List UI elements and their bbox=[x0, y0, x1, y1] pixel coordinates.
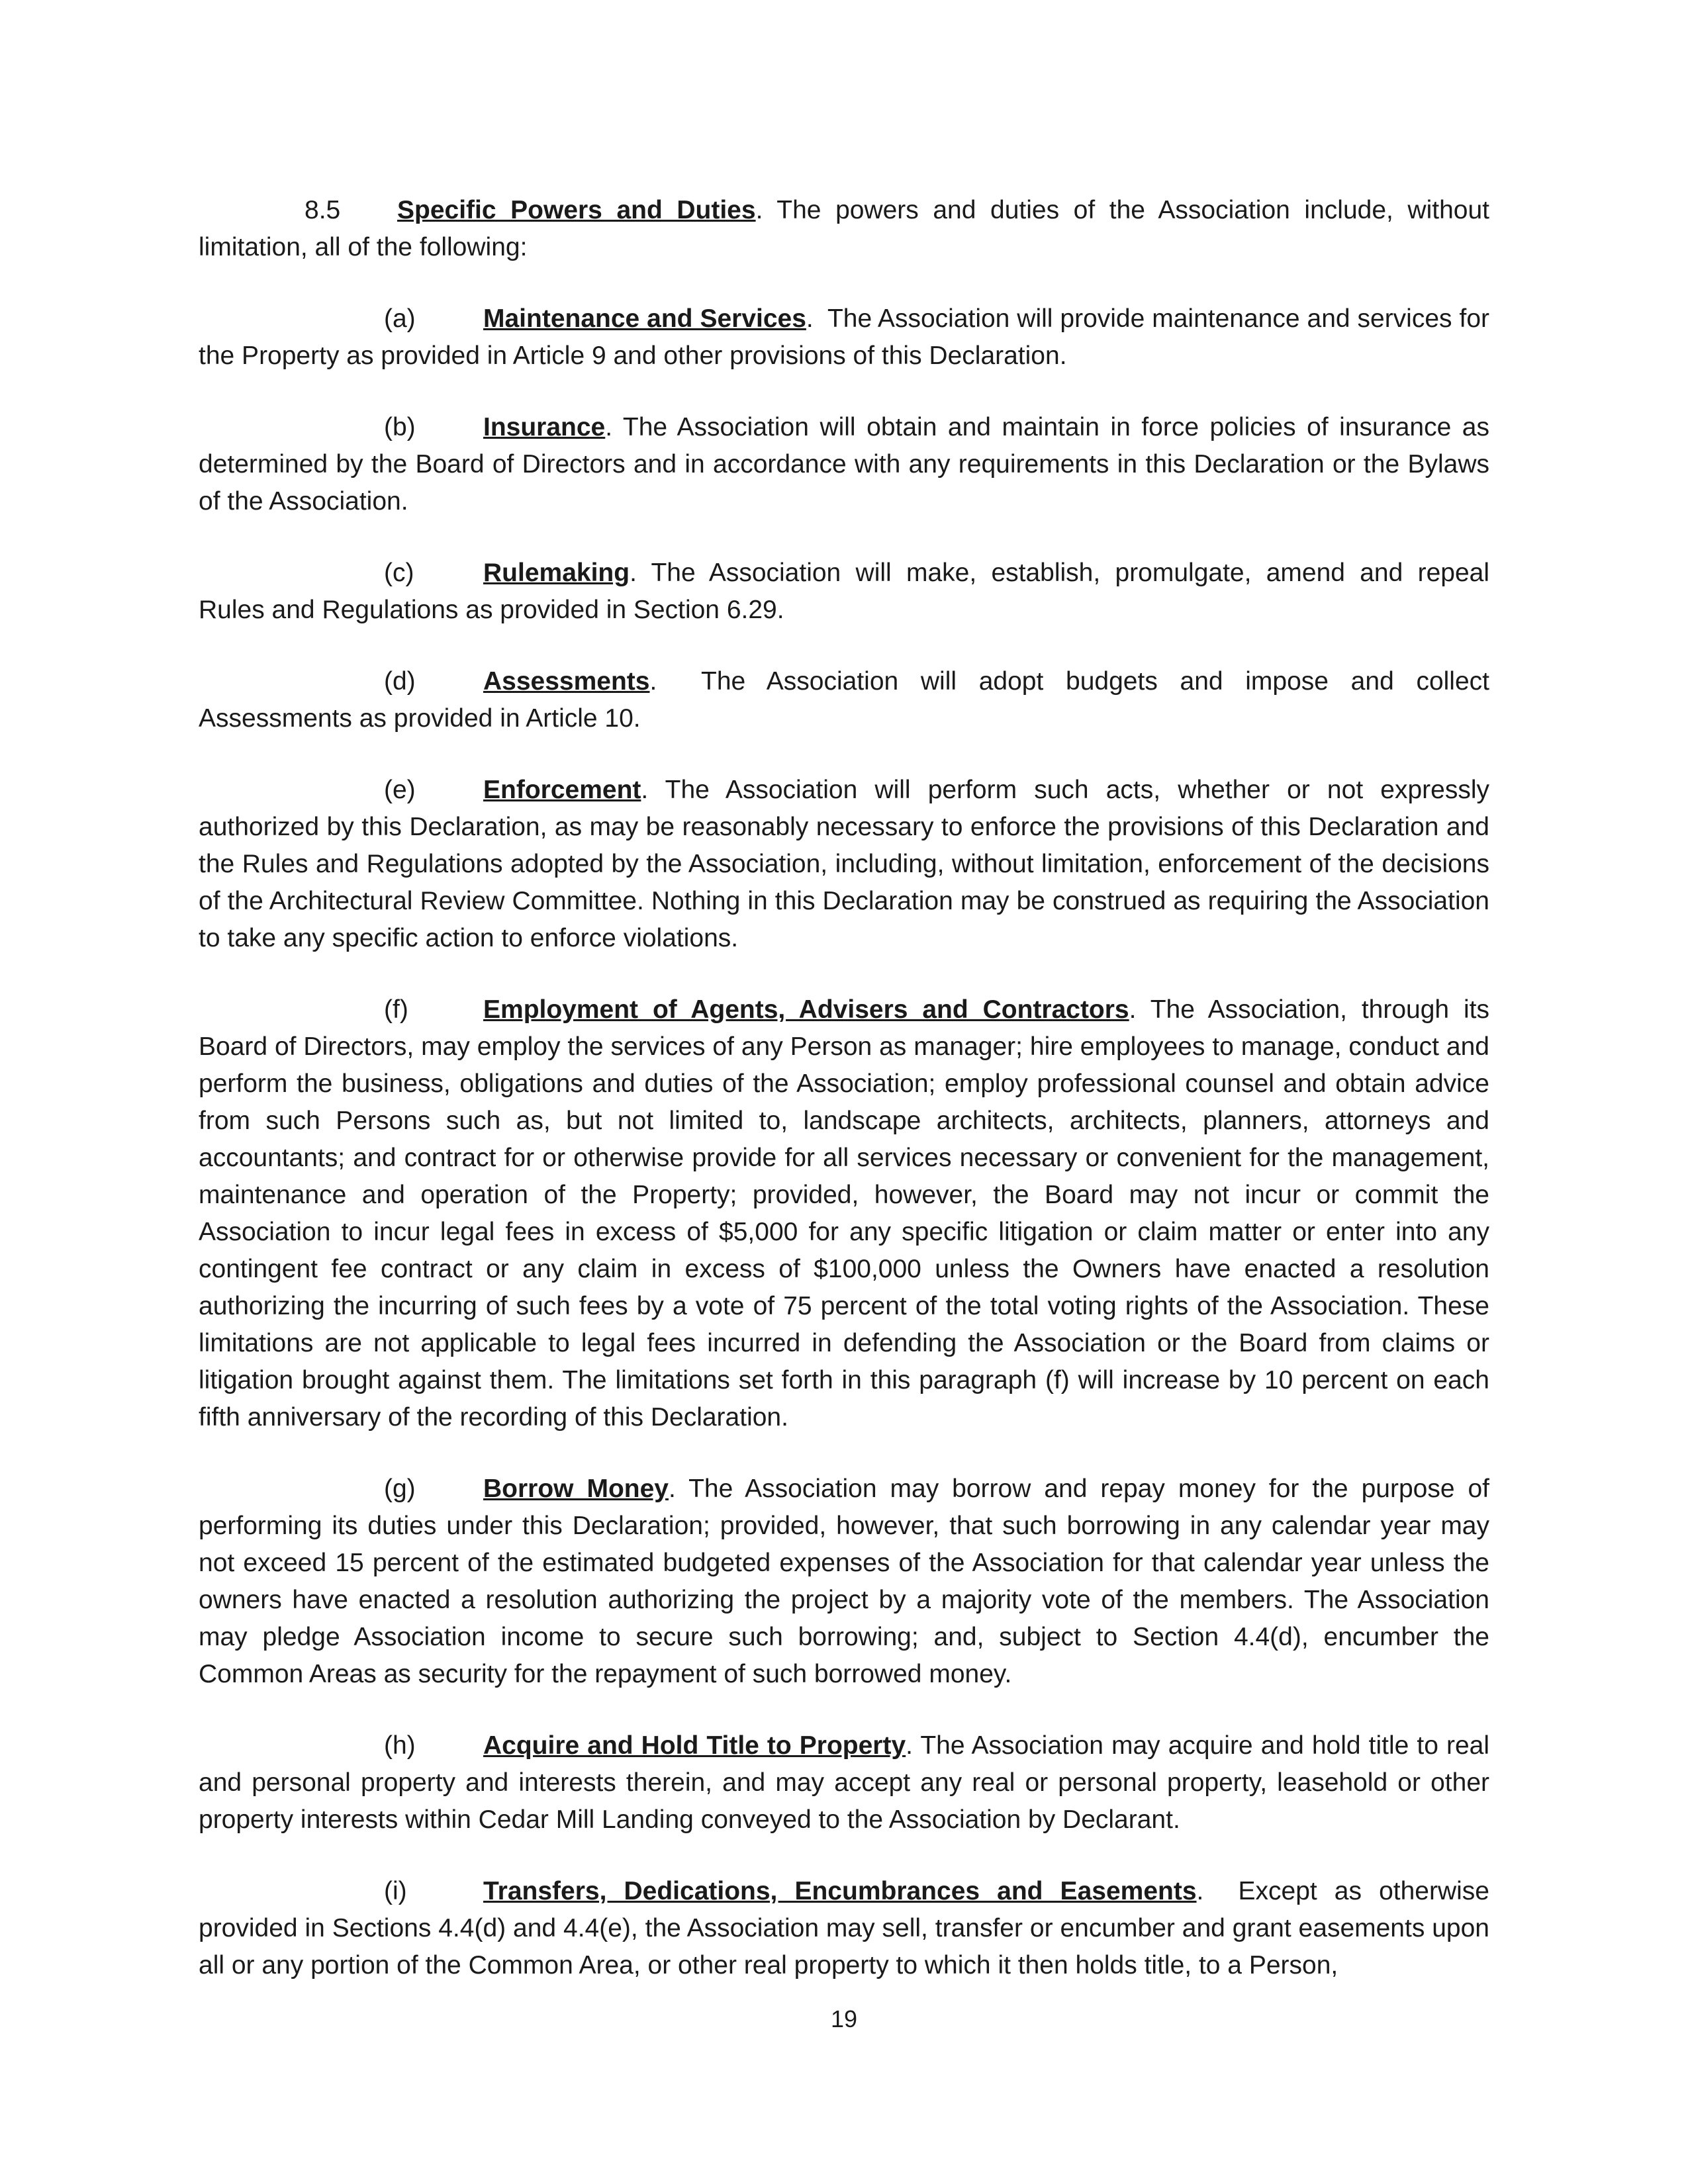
item-heading: Rulemaking bbox=[483, 559, 630, 587]
item-b: (b) Insurance. The Association will obtain and maintain in force policies of insurance as determined by the Board of Directors and in accordance with any requirements in this Declaration or the Bylaws of the Association. bbox=[199, 409, 1489, 520]
item-heading: Maintenance and Services bbox=[483, 304, 806, 333]
item-c: (c) Rulemaking. The Association will make, establish, promulgate, amend and repeal Rules and Regulations as provided in Section 6.29. bbox=[199, 555, 1489, 629]
item-text: Except as otherwise provided in Sections 4.4(d) and 4.4(e), the Association may sell, transfer or encumber and grant easements upon all or any portion of the Common Area, or other real property to which it then holds title, to a Person, bbox=[199, 1877, 1489, 1979]
item-d: (d) Assessments. The Association will adopt budgets and impose and collect Assessments as provided in Article 10. bbox=[199, 663, 1489, 737]
item-label: (a) bbox=[384, 304, 416, 333]
section-number: 8.5 bbox=[305, 196, 341, 224]
page-number: 19 bbox=[830, 2005, 858, 2032]
item-text: The Association will make, establish, promulgate, amend and repeal Rules and Regulations as provided in Section 6.29. bbox=[199, 559, 1489, 624]
item-heading: Borrow Money bbox=[483, 1475, 669, 1503]
item-heading: Transfers, Dedications, Encumbrances and Easements bbox=[483, 1877, 1197, 1905]
item-i: (i) Transfers, Dedications, Encumbrances and Easements. Except as otherwise provided in Sections 4.4(d) and 4.4(e), the Association may sell, transfer or encumber and grant easements upon all or any portion of the Common Area, or other real property to which it then holds title, to a Person, bbox=[199, 1873, 1489, 1984]
item-text: The Association may acquire and hold title to real and personal property and interests therein, and may accept any real or personal property, leasehold or other property interests within Cedar Mill Landing conveyed to the Association by Declarant. bbox=[199, 1731, 1489, 1834]
item-label: (d) bbox=[384, 667, 416, 696]
item-text: The Association will obtain and maintain in force policies of insurance as determined by the Board of Directors and in accordance with any requirements in this Declaration or the Bylaws of the Association. bbox=[199, 413, 1489, 516]
item-label: (i) bbox=[384, 1877, 407, 1905]
section-text: The powers and duties of the Association include, without limitation, all of the following: bbox=[199, 196, 1489, 261]
section-heading: Specific Powers and Duties bbox=[397, 196, 756, 224]
item-heading: Enforcement bbox=[483, 776, 641, 804]
item-text: The Association will provide maintenance and services for the Property as provided in Article 9 and other provisions of this Declaration. bbox=[199, 304, 1489, 370]
item-text: The Association, through its Board of Directors, may employ the services of any Person as manager; hire employees to manage, conduct and perform the business, obligations and duties of the Association; employ professional counsel and obtain advice from such Persons such as, but not limited to, landscape architects, architects, planners, attorneys and accountants; and contract for or otherwise provide for all services necessary or convenient for the management, maintenance and operation of the Property; provided, however, the Board may not incur or commit the Association to incur legal fees in excess of $5,000 for any specific litigation or claim matter or enter into any contingent fee contract or any claim in excess of $100,000 unless the Owners have enacted a resolution authorizing the incurring of such fees by a vote of 75 percent of the total voting rights of the Association. These limitations are not applicable to legal fees incurred in defending the Association or the Board from claims or litigation brought against them. The limitations set forth in this paragraph (f) will increase by 10 percent on each fifth anniversary of the recording of this Declaration. bbox=[199, 995, 1490, 1432]
item-heading: Insurance bbox=[483, 413, 606, 441]
item-label: (g) bbox=[384, 1475, 416, 1503]
item-text: The Association will perform such acts, whether or not expressly authorized by this Declaration, as may be reasonably necessary to enforce the provisions of this Declaration and the Rules and Regulations adopted by the Association, including, without limitation, enforcement of the decisions of the Architectural Review Committee. Nothing in this Declaration may be construed as requiring the Association to take any specific action to enforce violations. bbox=[199, 776, 1490, 952]
item-label: (e) bbox=[384, 776, 416, 804]
section-8-5: 8.5 Specific Powers and Duties. The powers and duties of the Association include, without limitation, all of the following: bbox=[199, 192, 1489, 266]
item-heading: Employment of Agents, Advisers and Contractors bbox=[483, 995, 1129, 1024]
item-text: The Association will adopt budgets and impose and collect Assessments as provided in Article 10. bbox=[199, 667, 1489, 733]
item-text: The Association may borrow and repay money for the purpose of performing its duties under this Declaration; provided, however, that such borrowing in any calendar year may not exceed 15 percent of the estimated budgeted expenses of the Association for that calendar year unless the owners have enacted a resolution authorizing the project by a majority vote of the members. The Association may pledge Association income to secure such borrowing; and, subject to Section 4.4(d), encumber the Common Areas as security for the repayment of such borrowed money. bbox=[199, 1475, 1489, 1688]
document-body bbox=[199, 192, 1489, 2019]
item-label: (f) bbox=[384, 995, 408, 1024]
item-g: (g) Borrow Money. The Association may borrow and repay money for the purpose of performing its duties under this Declaration; provided, however, that such borrowing in any calendar year may not exceed 15 percent of the estimated budgeted expenses of the Association for that calendar year unless the owners have enacted a resolution authorizing the project by a majority vote of the members. The Association may pledge Association income to secure such borrowing; and, subject to Section 4.4(d), encumber the Common Areas as security for the repayment of such borrowed money. bbox=[199, 1471, 1489, 1693]
item-h: (h) Acquire and Hold Title to Property. The Association may acquire and hold title to real and personal property and interests therein, and may accept any real or personal property, leasehold or other property interests within Cedar Mill Landing conveyed to the Association by Declarant. bbox=[199, 1727, 1489, 1839]
item-label: (b) bbox=[384, 413, 416, 441]
item-label: (c) bbox=[384, 559, 414, 587]
item-heading: Acquire and Hold Title to Property bbox=[483, 1731, 906, 1760]
item-f: (f) Employment of Agents, Advisers and Contractors. The Association, through its Board of Directors, may employ the services of any Person as manager; hire employees to manage, conduct and perform the business, obligations and duties of the Association; employ professional counsel and obtain advice from such Persons such as, but not limited to, landscape architects, architects, planners, attorneys and accountants; and contract for or otherwise provide for all services necessary or convenient for the management, maintenance and operation of the Property; provided, however, the Board may not incur or commit the Association to incur legal fees in excess of $5,000 for any specific litigation or claim matter or enter into any contingent fee contract or any claim in excess of $100,000 unless the Owners have enacted a resolution authorizing the incurring of such fees by a vote of 75 percent of the total voting rights of the Association. These limitations are not applicable to legal fees incurred in defending the Association or the Board from claims or litigation brought against them. The limitations set forth in this paragraph (f) will increase by 10 percent on each fifth anniversary of the recording of this Declaration. bbox=[199, 991, 1489, 1436]
item-a: (a) Maintenance and Services. The Association will provide maintenance and services for the Property as provided in Article 9 and other provisions of this Declaration. bbox=[199, 300, 1489, 375]
item-label: (h) bbox=[384, 1731, 416, 1760]
item-e: (e) Enforcement. The Association will perform such acts, whether or not expressly authorized by this Declaration, as may be reasonably necessary to enforce the provisions of this Declaration and the Rules and Regulations adopted by the Association, including, without limitation, enforcement of the decisions of the Architectural Review Committee. Nothing in this Declaration may be construed as requiring the Association to take any specific action to enforce violations. bbox=[199, 772, 1489, 957]
item-heading: Assessments bbox=[483, 667, 650, 696]
